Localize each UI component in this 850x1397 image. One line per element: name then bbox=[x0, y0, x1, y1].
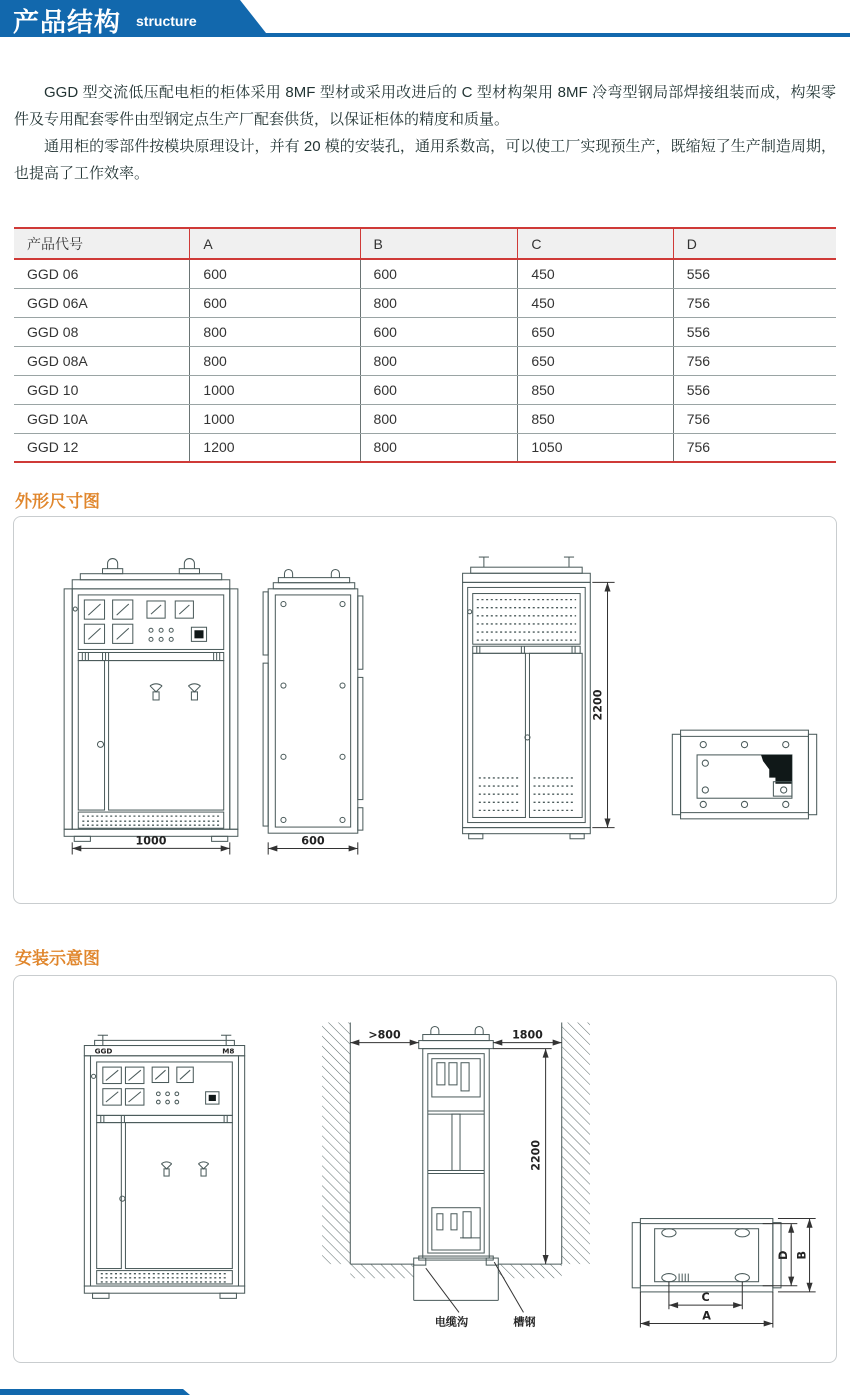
spec-table-row bbox=[14, 404, 836, 433]
spec-table-cell: 1000 bbox=[190, 375, 360, 404]
spec-table-row bbox=[14, 346, 836, 375]
spec-table-row bbox=[14, 433, 836, 462]
ground-hatch bbox=[350, 1264, 413, 1278]
spec-table-cell: 556 bbox=[673, 259, 836, 288]
dim-c-label: C bbox=[701, 1291, 710, 1305]
spec-column-header: 产品代号 bbox=[14, 228, 190, 259]
spec-table-cell: GGD 12 bbox=[14, 433, 190, 462]
spec-table-cell: 556 bbox=[673, 317, 836, 346]
spec-table-cell: 756 bbox=[673, 404, 836, 433]
intro-paragraph-2: 通用柜的零部件按模块原理设计，并有 20 模的安装孔，通用系数高，可以使工厂实现预生产，既缩短了生产制造周期，也提高了工作效率。 bbox=[14, 138, 836, 182]
vent-grille bbox=[473, 594, 580, 645]
rear-clearance-label: >800 bbox=[368, 1028, 401, 1042]
spec-column-header: B bbox=[360, 228, 518, 259]
header-banner bbox=[0, 0, 850, 40]
spec-table-cell: 800 bbox=[190, 346, 360, 375]
outline-front-width-label: 1000 bbox=[135, 834, 167, 848]
door-lock-icon bbox=[188, 684, 200, 700]
cable-trench-label: 电缆沟 bbox=[434, 1315, 469, 1329]
outline-side-view-drawing bbox=[258, 563, 370, 859]
spec-table-row bbox=[14, 259, 836, 288]
front-clearance-label: 1800 bbox=[512, 1028, 543, 1042]
spec-column-header: A bbox=[190, 228, 360, 259]
section-title-install: 安装示意图 bbox=[15, 949, 100, 968]
vent-grille bbox=[479, 778, 574, 810]
spec-table-row bbox=[14, 375, 836, 404]
cabinet-door bbox=[97, 1123, 122, 1269]
meter-icons bbox=[103, 1067, 193, 1105]
cabinet-door bbox=[125, 1123, 232, 1269]
cabinet-bolt-label: M8 bbox=[222, 1046, 235, 1056]
footer-bar bbox=[0, 1389, 190, 1395]
cabinet-door bbox=[78, 661, 104, 810]
meter-icons bbox=[84, 600, 193, 643]
spec-table-cell: 1000 bbox=[190, 404, 360, 433]
spec-table bbox=[14, 227, 836, 463]
spec-table-cell: 1200 bbox=[190, 433, 360, 462]
spec-column-header: C bbox=[518, 228, 673, 259]
dim-d-label: D bbox=[777, 1250, 791, 1260]
spec-table-cell: 600 bbox=[190, 288, 360, 317]
outline-front-view-drawing bbox=[50, 551, 252, 857]
mounting-hole-icons bbox=[662, 1229, 750, 1282]
dim-b-label: B bbox=[795, 1250, 809, 1260]
spec-table-cell: 600 bbox=[360, 375, 518, 404]
install-front-view-drawing bbox=[72, 1032, 257, 1317]
spec-table-cell: 850 bbox=[518, 404, 673, 433]
spec-table-cell: 850 bbox=[518, 375, 673, 404]
spec-table-cell: GGD 08A bbox=[14, 346, 190, 375]
intro-text bbox=[14, 79, 836, 187]
spec-table-cell: 800 bbox=[360, 404, 518, 433]
intro-paragraph-1: GGD 型交流低压配电柜的柜体采用 8MF 型材或采用改进后的 C 型材构架用 8MF 冷弯型钢局部焊接组装而成，构架零件及专用配套零件由型钢定点生产厂配套供货，以保证柜体的精度和质量。 bbox=[14, 84, 836, 128]
spec-table-header-row bbox=[14, 228, 836, 259]
channel-steel bbox=[414, 1258, 426, 1265]
channel-steel bbox=[486, 1258, 498, 1265]
outline-height-label: 2200 bbox=[591, 689, 605, 721]
spec-table-cell: GGD 06A bbox=[14, 288, 190, 317]
spec-table-cell: 600 bbox=[190, 259, 360, 288]
outline-diagram-box bbox=[13, 516, 837, 904]
section-title-outline: 外形尺寸图 bbox=[15, 492, 100, 511]
spec-table-cell: 800 bbox=[190, 317, 360, 346]
spec-table-cell: 800 bbox=[360, 433, 518, 462]
cabinet-door bbox=[473, 653, 526, 817]
spec-table-cell: 600 bbox=[360, 317, 518, 346]
cabinet-door bbox=[109, 661, 224, 810]
spec-table-cell: 650 bbox=[518, 346, 673, 375]
ground-hatch bbox=[498, 1264, 561, 1278]
spec-table-row bbox=[14, 317, 836, 346]
spec-table-cell: 756 bbox=[673, 288, 836, 317]
spec-table-cell: 800 bbox=[360, 346, 518, 375]
spec-table-cell: 556 bbox=[673, 375, 836, 404]
channel-steel-label: 槽钢 bbox=[513, 1315, 536, 1329]
channel-section-ticks bbox=[679, 1274, 688, 1282]
page-subtitle: structure bbox=[136, 13, 197, 29]
spec-table-cell: 600 bbox=[360, 259, 518, 288]
install-side-view-drawing bbox=[310, 1014, 602, 1339]
header-banner-rule bbox=[0, 33, 850, 37]
cabinet-model-label: GGD bbox=[94, 1046, 113, 1056]
spec-table-cell: 756 bbox=[673, 346, 836, 375]
spec-table-cell: 756 bbox=[673, 433, 836, 462]
indicator-lamp-icons bbox=[149, 628, 173, 641]
install-diagram-box bbox=[13, 975, 837, 1363]
spec-table-row bbox=[14, 288, 836, 317]
cabinet-internals bbox=[428, 1059, 484, 1250]
spec-table-cell: 1050 bbox=[518, 433, 673, 462]
section-cut-shape bbox=[761, 755, 792, 784]
spec-table-cell: 800 bbox=[360, 288, 518, 317]
cabinet-door bbox=[529, 653, 582, 817]
indicator-lamp-icons bbox=[156, 1092, 178, 1104]
spec-column-header: D bbox=[673, 228, 836, 259]
door-lock-icon bbox=[161, 1162, 171, 1176]
spec-table-cell: 450 bbox=[518, 259, 673, 288]
door-lock-icon bbox=[150, 684, 162, 700]
install-height-label: 2200 bbox=[529, 1139, 543, 1171]
spec-table-cell: 650 bbox=[518, 317, 673, 346]
outline-side-width-label: 600 bbox=[301, 834, 325, 848]
dim-a-label: A bbox=[702, 1309, 711, 1323]
page-title: 产品结构 bbox=[13, 7, 122, 37]
door-lock-icon bbox=[198, 1162, 208, 1176]
wall-hatch bbox=[322, 1022, 350, 1264]
spec-table-cell: GGD 08 bbox=[14, 317, 190, 346]
spec-table-cell: GGD 06 bbox=[14, 259, 190, 288]
spec-table-cell: 450 bbox=[518, 288, 673, 317]
spec-table-cell: GGD 10 bbox=[14, 375, 190, 404]
install-base-plan-drawing bbox=[620, 1206, 834, 1334]
spec-table-cell: GGD 10A bbox=[14, 404, 190, 433]
outline-rear-view-drawing bbox=[442, 553, 620, 857]
vent-grille bbox=[78, 812, 223, 828]
screw-icons bbox=[281, 602, 345, 823]
wall-hatch bbox=[562, 1022, 590, 1264]
outline-top-view-drawing bbox=[662, 717, 827, 832]
